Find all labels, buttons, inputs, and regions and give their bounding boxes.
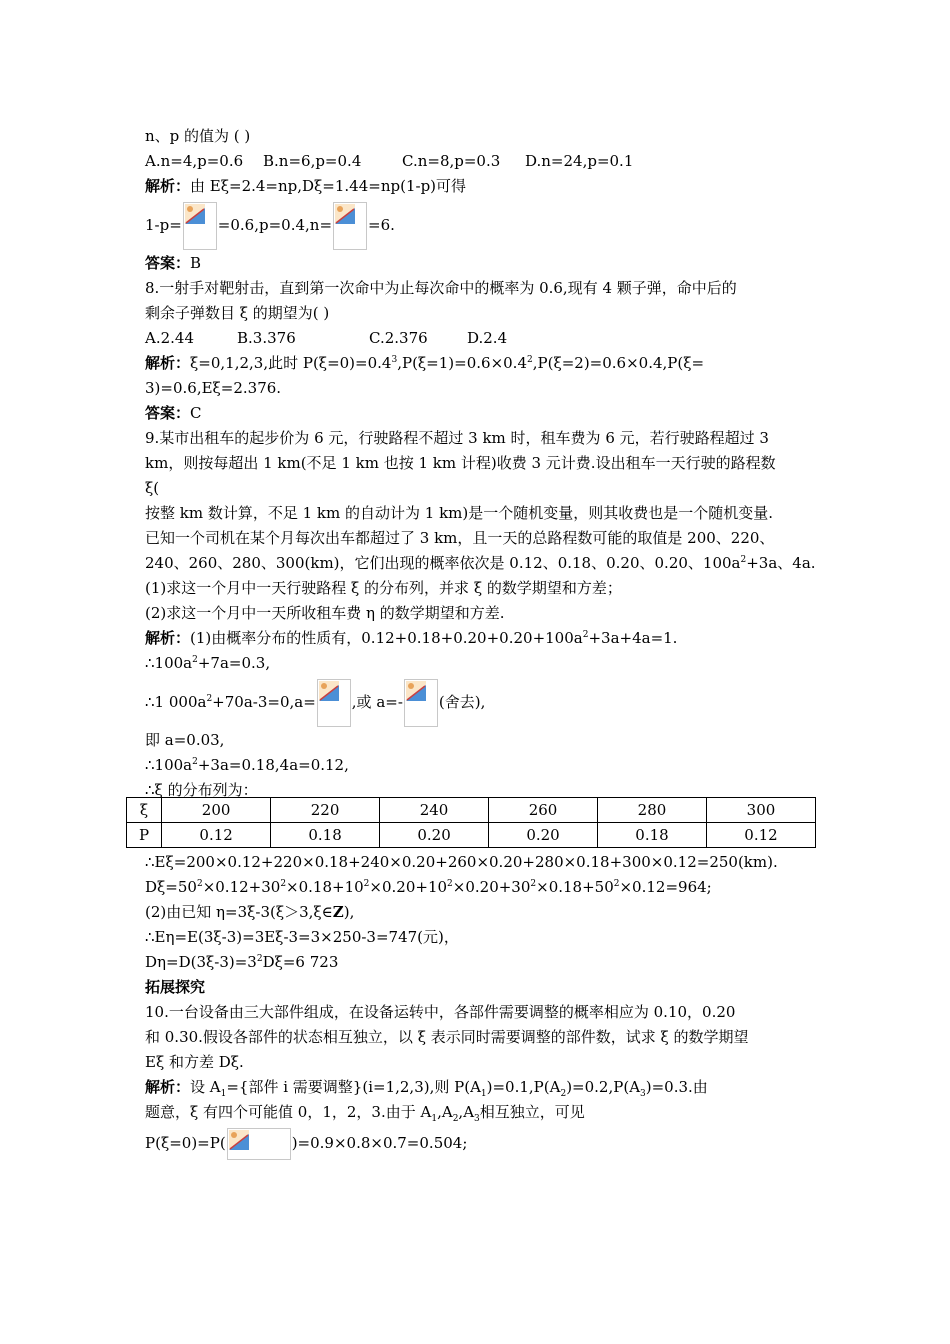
table-header-cell: 300 — [706, 798, 815, 823]
table-header-cell: 260 — [489, 798, 598, 823]
q9-stem-6: 240、260、280、300(km)，它们出现的概率依次是 0.12、0.18、0.20、0.20、$100a^2+3a$、4a. — [145, 554, 816, 572]
q10-stem-3: Eξ 和方差 Dξ. — [145, 1053, 244, 1071]
table-cell: 0.18 — [598, 823, 707, 848]
q9-analysis-5: $\therefore 100a^2+3a=0.18,4a=0.12$, — [145, 756, 349, 774]
q9-eta-variance: $D\eta=D(3\xi-3)=3^2D\xi=6$ 723 — [145, 953, 339, 971]
q7-analysis: 解析：由 Eξ=2.4=np,Dξ=1.44=np(1-p)可得 — [145, 177, 467, 195]
q8-option-c: C.2.376 — [369, 329, 428, 347]
q9-analysis-2: $\therefore 100a^2+7a=0.3$, — [145, 654, 271, 672]
q9-stem-1: 9.某市出租车的起步价为 6 元，行驶路程不超过 3 km 时，租车费为 6 元，若行驶路程超过 3 — [145, 429, 769, 447]
q7-option-d: D.n=24,p=0.1 — [525, 152, 634, 170]
q10-analysis-3: P(ξ=0)=P( )=0.9×0.8×0.7=0.504; — [145, 1125, 810, 1161]
document-body — [145, 124, 816, 803]
q9-eta-expectation: ∴Eη=E(3ξ-3)=3Eξ-3=3×250-3=747(元)， — [145, 928, 459, 946]
table-header-cell: 200 — [162, 798, 271, 823]
broken-image-icon — [404, 679, 438, 727]
q9-analysis-3: ∴1 $000a^2+70a-3=0,a=$ ,或 a=- (舍去), — [145, 676, 810, 728]
broken-image-icon — [333, 202, 367, 250]
q7-option-a: A.n=4,p=0.6 — [145, 152, 244, 170]
table-cell: 0.20 — [489, 823, 598, 848]
q9-stem-4: 按整 km 数计算，不足 1 km 的自动计为 1 km)是一个随机变量，则其收费也是一个随机变量. — [145, 504, 774, 522]
q8-answer: 答案：C — [145, 404, 202, 422]
q10-analysis-1: 解析：设 $A_1=${部件 i 需要调整}(i=1,2,3),则 $P(A_1)=0.1,P(A_2)=0.2,P(A_3)=0.3$.由 — [145, 1078, 708, 1099]
table-row — [127, 823, 816, 848]
q9-analysis-6: ∴ξ 的分布列为： — [145, 781, 258, 799]
analysis-label: 解析： — [145, 177, 191, 195]
q7-answer: 答案：B — [145, 254, 202, 272]
table-header-cell: ξ — [127, 798, 162, 823]
q9-analysis-1: 解析：(1)由概率分布的性质有，$0.12+0.18+0.20+0.20+100a^2+3a+4a=1$. — [145, 629, 678, 647]
q7-options — [145, 149, 810, 174]
q8-options — [145, 326, 810, 351]
broken-image-icon — [183, 202, 217, 250]
q9-expectation: ∴Eξ=200×0.12+220×0.18+240×0.20+260×0.20+280×0.18+300×0.12=250(km). — [145, 853, 778, 871]
q10-stem-1: 10.一台设备由三大部件组成，在设备运转中，各部件需要调整的概率相应为 0.10，0.20 — [145, 1003, 736, 1021]
q8-option-a: A.2.44 — [145, 329, 194, 347]
table-cell: P — [127, 823, 162, 848]
table-row — [127, 798, 816, 823]
q10-analysis-2: 题意，ξ 有四个可能值 0，1，2，3.由于 $A_1,A_2,A_3$相互独立，可见 — [145, 1103, 585, 1124]
q8-stem-1: 8.一射手对靶射击，直到第一次命中为止每次命中的概率为 0.6,现有 4 颗子弹，命中后的 — [145, 279, 737, 297]
q9-part-1: (1)求这一个月中一天行驶路程 ξ 的分布列，并求 ξ 的数学期望和方差； — [145, 579, 622, 597]
table-cell: 0.12 — [162, 823, 271, 848]
q9-stem-3: ξ( — [145, 479, 160, 497]
table-cell: 0.12 — [706, 823, 815, 848]
q8-analysis: 解析：ξ=0,1,2,3,此时 $P(\xi=0)=0.4^3,P(\xi=1)=0.6\times 0.4^2,P(\xi=2)=0.6\times 0.4,P(\xi=$ — [145, 354, 705, 372]
table-header-cell: 240 — [380, 798, 489, 823]
q9-stem-2: km，则按每超出 1 km(不足 1 km 也按 1 km 计程)收费 3 元计费.设出租车一天行驶的路程数 — [145, 454, 776, 472]
q9-part-2: (2)求这一个月中一天所收租车费 η 的数学期望和方差. — [145, 604, 505, 622]
q7-option-c: C.n=8,p=0.3 — [402, 152, 501, 170]
table-cell: 0.20 — [380, 823, 489, 848]
broken-image-icon — [227, 1128, 291, 1160]
section-title: 拓展探究 — [145, 978, 206, 996]
q8-option-d: D.2.4 — [467, 329, 508, 347]
q8-stem-2: 剩余子弹数目 ξ 的期望为( ) — [145, 304, 330, 322]
table-cell: 0.18 — [271, 823, 380, 848]
q8-analysis-2: 3)=0.6,Eξ=2.376. — [145, 379, 282, 397]
q10-stem-2: 和 0.30.假设各部件的状态相互独立，以 ξ 表示同时需要调整的部件数，试求 ξ 的数学期望 — [145, 1028, 749, 1046]
q7-stem-end: n、p 的值为 ( ) — [145, 127, 251, 145]
q7-option-b: B.n=6,p=0.4 — [263, 152, 362, 170]
q9-stem-5: 已知一个司机在某个月每次出车都超过了 3 km，且一天的总路程数可能的取值是 200、220、 — [145, 529, 775, 547]
q9-variance: $D\xi=50^2\times 0.12+30^2\times 0.18+10^2\times 0.20+10^2\times 0.20+30^2\times 0.18+50^2\times 0.12=964$; — [145, 878, 712, 896]
distribution-table — [126, 797, 816, 848]
q8-option-b: B.3.376 — [237, 329, 296, 347]
q9-analysis-4: 即 a=0.03, — [145, 731, 225, 749]
broken-image-icon — [317, 679, 351, 727]
q7-analysis-formula: 1-p= =0.6,p=0.4,n= =6. — [145, 199, 810, 251]
table-header-cell: 220 — [271, 798, 380, 823]
table-header-cell: 280 — [598, 798, 707, 823]
document-body-continued — [145, 850, 810, 1161]
q9-part-2-analysis: (2)由已知 η=3ξ-3(ξ＞3,ξ∈Z), — [145, 903, 355, 921]
